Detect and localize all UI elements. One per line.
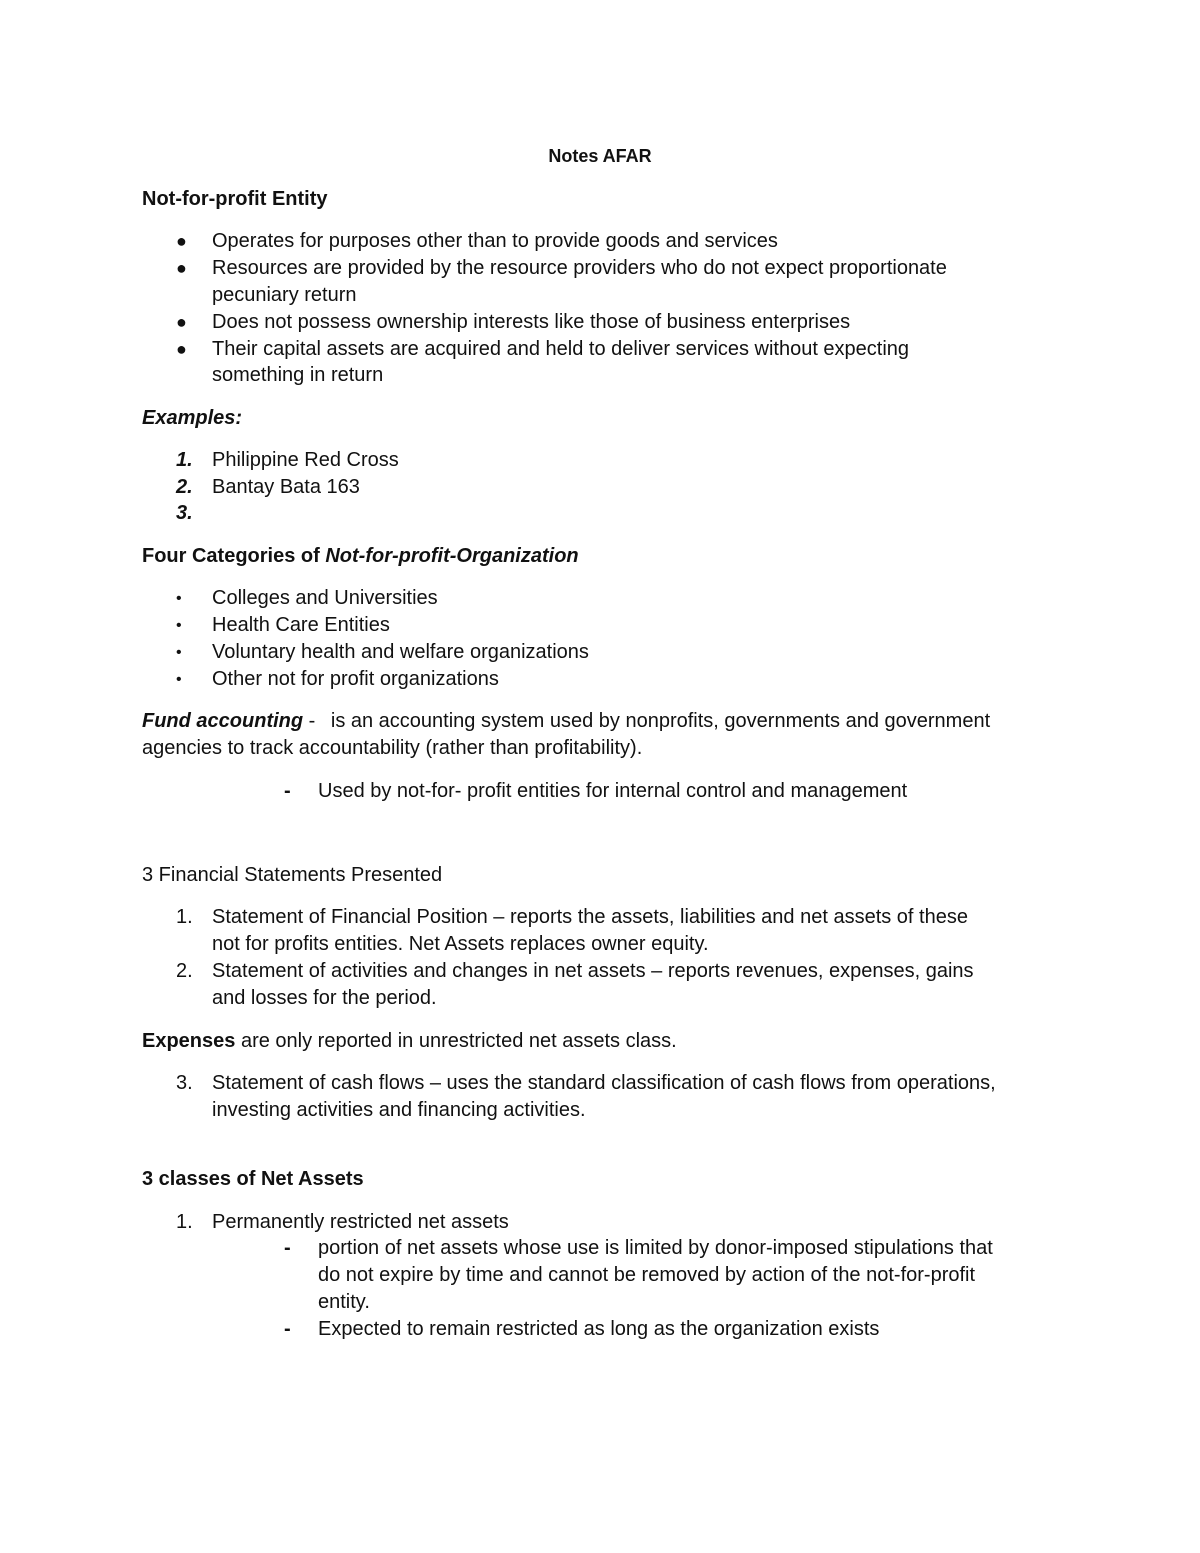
bullet-icon: •: [176, 644, 182, 661]
bullet-icon: •: [176, 590, 182, 607]
section-heading-examples: Examples:: [142, 407, 243, 429]
list-item: Other not for profit organizations: [212, 668, 499, 690]
bullet-icon: ●: [176, 339, 187, 359]
dash-icon: -: [284, 780, 291, 802]
dash-item-continuation: do not expire by time and cannot be removed by action of the not-for-profit: [318, 1264, 976, 1286]
term: Fund accounting: [142, 710, 304, 732]
dash-item-continuation: entity.: [318, 1291, 370, 1313]
list-item: Their capital assets are acquired and held to deliver services without expecting: [212, 338, 910, 360]
list-item-continuation: and losses for the period.: [212, 987, 437, 1009]
bullet-icon: •: [176, 671, 182, 688]
section-heading-net-assets: 3 classes of Net Assets: [142, 1168, 364, 1190]
list-number: 1.: [176, 449, 193, 471]
list-item: Statement of activities and changes in net assets – reports revenues, expenses, gains: [212, 960, 974, 982]
dash-item: Used by not-for- profit entities for internal control and management: [318, 780, 908, 802]
list-item: Voluntary health and welfare organizations: [212, 641, 589, 663]
list-item-continuation: not for profits entities. Net Assets replaces owner equity.: [212, 933, 709, 955]
dash-icon: -: [284, 1318, 291, 1340]
fund-accounting-paragraph: [142, 708, 990, 735]
list-item: Operates for purposes other than to provide goods and services: [212, 230, 778, 252]
paragraph-continuation: agencies to track accountability (rather than profitability).: [142, 737, 643, 759]
list-item-continuation: investing activities and financing activities.: [212, 1099, 586, 1121]
dash-icon: -: [284, 1237, 291, 1259]
heading-italic-text: Not-for-profit-Organization: [325, 545, 579, 567]
section-heading-categories: [142, 543, 579, 570]
list-number: 3.: [176, 502, 193, 524]
definition-text: is an accounting system used by nonprofits, governments and government: [330, 710, 991, 732]
section-heading-npe: Not-for-profit Entity: [142, 188, 328, 210]
bullet-icon: ●: [176, 231, 187, 251]
list-item: Resources are provided by the resource providers who do not expect proportionate: [212, 257, 947, 279]
list-item-continuation: something in return: [212, 364, 384, 386]
list-item-continuation: pecuniary return: [212, 284, 357, 306]
dash-item: portion of net assets whose use is limited by donor-imposed stipulations that: [318, 1237, 993, 1259]
list-number: 1.: [176, 906, 193, 928]
page-title: Notes AFAR: [548, 146, 652, 166]
list-item: Bantay Bata 163: [212, 476, 360, 498]
bullet-icon: ●: [176, 258, 187, 278]
separator: -: [303, 710, 321, 732]
list-number: 3.: [176, 1072, 193, 1094]
term: Expenses: [142, 1030, 236, 1052]
section-heading-statements: 3 Financial Statements Presented: [142, 864, 443, 886]
bullet-icon: ●: [176, 312, 187, 332]
expenses-note: [142, 1028, 677, 1055]
dash-item: Expected to remain restricted as long as the organization exists: [318, 1318, 880, 1340]
list-item: Statement of Financial Position – reports the assets, liabilities and net assets of these: [212, 906, 968, 928]
heading-text: Four Categories of: [142, 545, 326, 567]
list-item: Statement of cash flows – uses the standard classification of cash flows from operations,: [212, 1072, 996, 1094]
list-number: 2.: [176, 960, 193, 982]
note-text: are only reported in unrestricted net assets class.: [235, 1030, 677, 1052]
list-item: Permanently restricted net assets: [212, 1211, 509, 1233]
list-item: Does not possess ownership interests like those of business enterprises: [212, 311, 851, 333]
list-item: Health Care Entities: [212, 614, 390, 636]
list-item: Colleges and Universities: [212, 587, 438, 609]
list-number: 1.: [176, 1211, 193, 1233]
list-item: Philippine Red Cross: [212, 449, 399, 471]
list-number: 2.: [176, 476, 193, 498]
bullet-icon: •: [176, 617, 182, 634]
